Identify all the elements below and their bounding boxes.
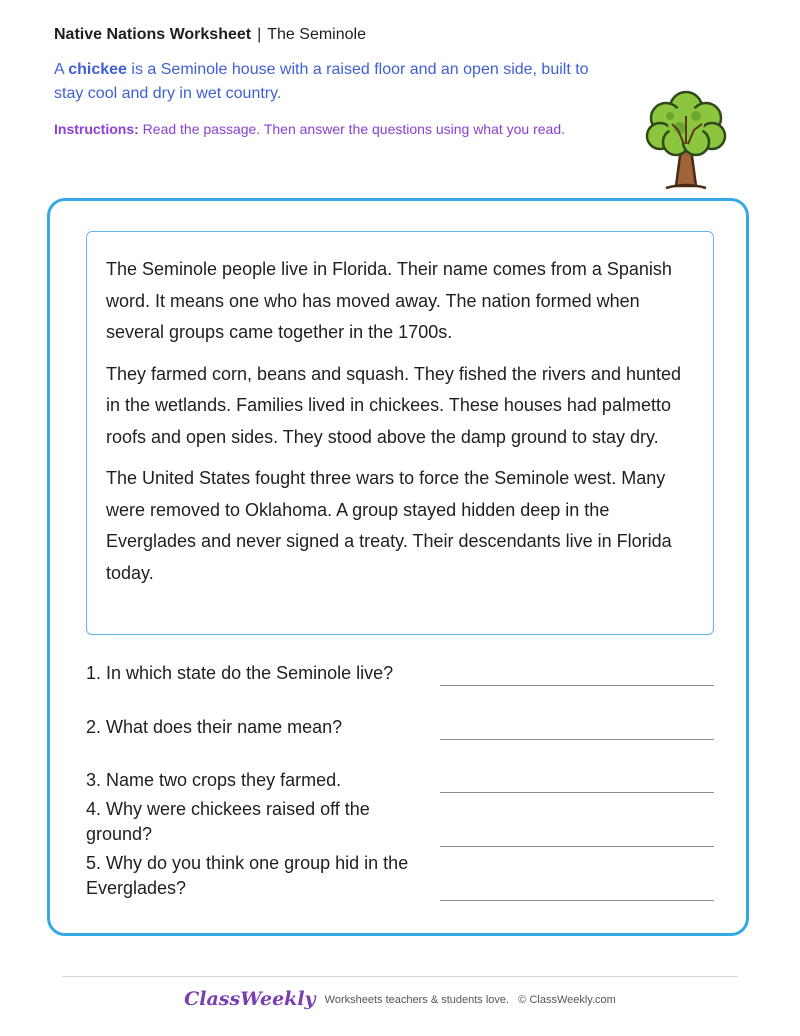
answer-line[interactable] (440, 900, 714, 901)
instructions-text: Read the passage. Then answer the questions using what you read. (138, 121, 566, 137)
definition-term: chickee (68, 61, 127, 78)
definition-body: is a Seminole house with a raised floor and an open side, built to stay cool and dry in wet country. (54, 61, 589, 102)
question-text: 3. Name two crops they farmed. (86, 770, 342, 790)
worksheet-title: Native Nations Worksheet (54, 26, 252, 43)
answer-line[interactable] (440, 685, 714, 686)
answer-line[interactable] (440, 846, 714, 847)
instructions-label: Instructions: (54, 121, 139, 137)
definition-prefix: A (54, 61, 69, 78)
footer-tagline: Worksheets teachers & students love. (324, 994, 510, 1006)
worksheet-header (54, 26, 366, 44)
definition-text (54, 58, 594, 106)
passage-paragraph: The Seminole people live in Florida. Their name comes from a Spanish word. It means one who has moved away. The nation formed when several groups came together in the 1700s. (106, 259, 672, 342)
passage-paragraph: The United States fought three wars to force the Seminole west. Many were removed to Oklahoma. A group stayed hidden deep in the Everglades and never signed a treaty. Their descendants live in Florida today. (106, 468, 672, 583)
footer-divider (62, 976, 738, 977)
tree-icon (636, 86, 736, 190)
reading-passage (86, 231, 714, 635)
question-text: 5. Why do you think one group hid in the Everglades? (86, 853, 409, 898)
passage-paragraph: They farmed corn, beans and squash. They fished the rivers and hunted in the wetlands. Families lived in chickees. These houses had palmetto roofs and open sides. They stood above the damp ground to stay dry. (106, 363, 682, 447)
question-row (86, 853, 714, 927)
brand-logo: ClassWeekly (184, 988, 316, 1010)
answer-line[interactable] (440, 792, 714, 793)
question-row (86, 716, 714, 766)
worksheet-subtitle: The Seminole (267, 26, 366, 43)
header-separator: | (257, 26, 262, 43)
answer-line[interactable] (440, 739, 714, 740)
question-text: 2. What does their name mean? (86, 717, 343, 737)
question-text: 4. Why were chickees raised off the ground? (86, 799, 370, 844)
question-text: 1. In which state do the Seminole live? (86, 663, 394, 683)
question-row (86, 662, 714, 712)
footer (0, 988, 800, 1010)
footer-copyright: © ClassWeekly.com (518, 994, 616, 1006)
instructions (54, 118, 594, 140)
